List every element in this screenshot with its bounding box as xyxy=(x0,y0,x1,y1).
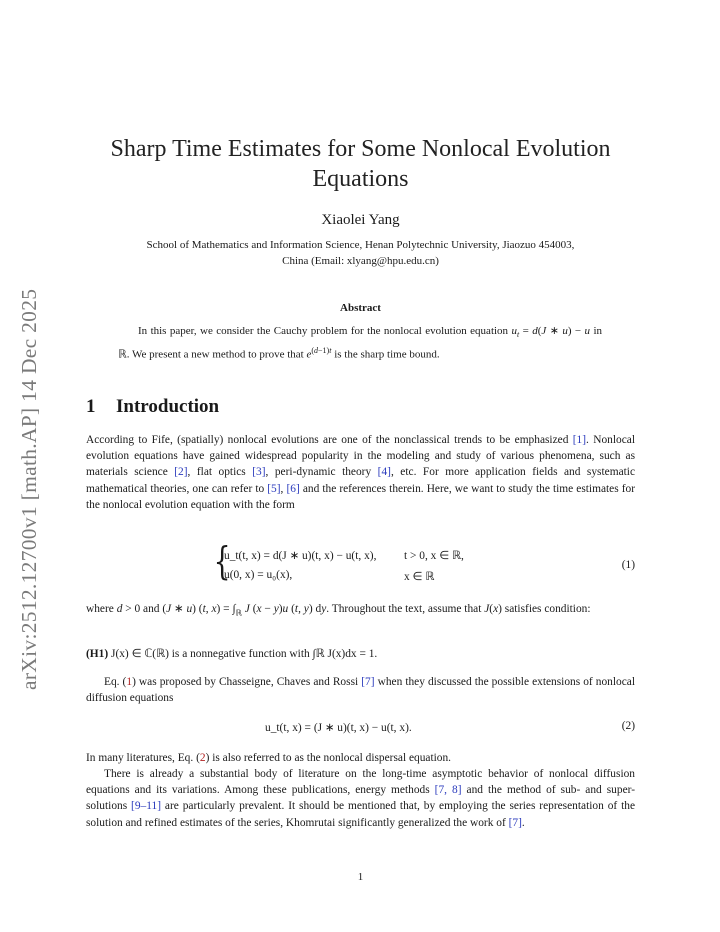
abstract-text-2: in ℝ. We present a new method to prove that xyxy=(118,325,603,361)
abstract-text-3: is the sharp time bound. xyxy=(334,348,440,361)
citation-link[interactable]: [2] xyxy=(174,466,188,479)
section-heading xyxy=(86,396,219,418)
citation-link[interactable]: [7] xyxy=(508,816,522,829)
equation-reference[interactable]: 1 xyxy=(126,676,133,688)
equation-1-row-1: u_t(t, x) = d(J ∗ u)(t, x) − u(t, x), xyxy=(224,550,377,562)
arxiv-stamp: arXiv:2512.12700v1 [math.AP] 14 Dec 2025 xyxy=(17,288,41,690)
abstract-body: In this paper, we consider the Cauchy problem for the nonlocal evolution equation $u_t = d(J$ ∗ u) − u in ℝ. We present a new method to prove that $e^{(d-1)t}$ is the sharp time bound. xyxy=(118,325,603,361)
intro-paragraph-1: According to Fife, (spatially) nonlocal evolutions are one of the nonclassical trends to be emphasized [1]. Nonlocal evolution equations have gained widespread popularity in the modeling and study of various phenomena, such as materials science [2], flat optics [3], peri-dynamic theory [4], etc. For more application fields and systematic mathematical theories, one can refer to [5], [6] and the references therein. Here, we want to study the time estimates for the nonlocal evolution equation with the form xyxy=(86,434,636,511)
equation-1 xyxy=(86,539,635,588)
citation-link[interactable]: [7, 8] xyxy=(434,784,462,797)
intro-paragraph-2: where d > 0 and (J ∗ u) (t, $x) = \int_ℝ$ J (x − y)u (t, y) dy. Throughout the text, assume that J(x) satisfies condition: xyxy=(86,603,591,618)
abstract-text-1: In this paper, we consider the Cauchy problem for the nonlocal evolution equation xyxy=(138,325,509,337)
section-title: Introduction xyxy=(116,396,220,417)
citation-link[interactable]: [7] xyxy=(361,676,375,688)
equation-2 xyxy=(86,720,635,738)
equation-2-expression: u_t(t, x) = (J ∗ u)(t, x) − u(t, x). xyxy=(265,722,412,734)
intro-paragraph-5: There is already a substantial body of literature on the long-time asymptotic behavior of nonlocal diffusion equations and its variations. Among these publications, energy methods [7, 8] and the method of sub- and super-solutions [9–11] are particularly prevalent. It should be mentioned that, by employing the series representation of the solution and refined estimates of the series, Khomrutai significantly generalized the work of [7]. xyxy=(86,768,635,829)
hypothesis-h1 xyxy=(86,646,635,662)
page-number: 1 xyxy=(357,871,364,883)
equation-2-label: (2) xyxy=(621,720,635,732)
author-name: Xiaolei Yang xyxy=(321,212,400,228)
citation-link[interactable]: [5] xyxy=(267,482,281,495)
equation-1-row-2: u(0, x) = u₀(x), xyxy=(224,569,293,581)
citation-link[interactable]: [3] xyxy=(252,466,266,479)
abstract-heading: Abstract xyxy=(340,302,381,314)
citation-link[interactable]: [4] xyxy=(377,466,391,479)
paper-title: Sharp Time Estimates for Some Nonlocal Evolution Equations xyxy=(110,136,611,192)
citation-link[interactable]: [6] xyxy=(286,482,300,495)
intro-paragraph-3: Eq. (1) was proposed by Chasseigne, Chaves and Rossi [7] when they discussed the possible extensions of nonlocal diffusion equations xyxy=(86,676,635,705)
affiliation xyxy=(86,237,635,269)
intro-paragraph-4: In many literatures, Eq. (2) is also referred to as the nonlocal dispersal equation. xyxy=(86,752,452,764)
equation-1-condition-2: x ∈ ℝ xyxy=(404,571,435,583)
section-number: 1 xyxy=(86,396,96,417)
affiliation-line-1: School of Mathematics and Information Science, Henan Polytechnic University, Jiaozuo 454003, xyxy=(146,239,575,251)
equation-1-label: (1) xyxy=(621,559,635,571)
affiliation-line-2: China (Email: xlyang@hpu.edu.cn) xyxy=(282,255,439,267)
equation-1-condition-1: t > 0, x ∈ ℝ, xyxy=(404,550,464,562)
citation-link[interactable]: [1] xyxy=(572,434,587,446)
hypothesis-text: J(x) ∈ ℂ(ℝ) is a nonnegative function with ∫ℝ J(x)dx = 1. xyxy=(111,648,378,660)
left-brace: { xyxy=(213,539,231,583)
hypothesis-tag: (H1) xyxy=(86,648,109,660)
citation-link[interactable]: [9–11] xyxy=(131,800,161,813)
equation-reference[interactable]: 2 xyxy=(199,752,206,764)
